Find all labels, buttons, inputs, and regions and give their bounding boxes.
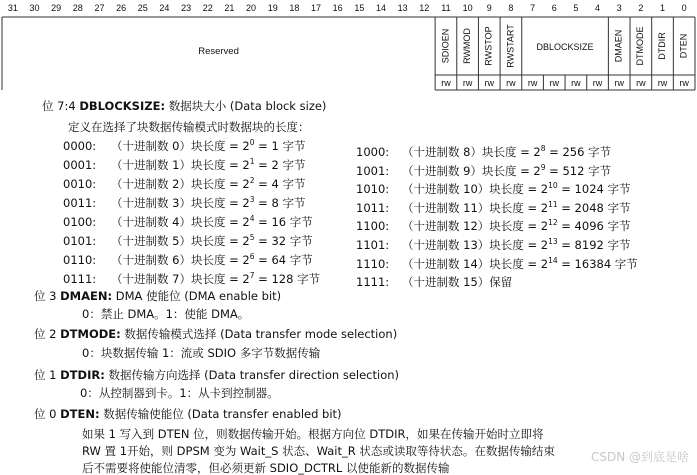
field-name: DTMODE: xyxy=(60,327,121,341)
field-description: 数据传输模式选择 (Data transfer mode selection) xyxy=(124,327,398,341)
dten-label: DTEN xyxy=(678,33,689,59)
dblocksize-right-entry xyxy=(356,219,630,233)
entry-description: （十进制数 4）块长度 = 2 xyxy=(111,215,250,229)
entry-code: 0110: xyxy=(63,253,97,267)
bit-number-4: 4 xyxy=(595,3,601,13)
entry-exponent: 8 xyxy=(540,144,546,153)
bit-number-13: 13 xyxy=(397,3,408,13)
entry-description: （十进制数 1）块长度 = 2 xyxy=(111,158,250,172)
bit-number-22: 22 xyxy=(202,3,213,13)
field-name: DTDIR: xyxy=(60,368,105,382)
rwmod-access: rw xyxy=(462,78,473,88)
dblocksize-right-entry xyxy=(356,201,630,215)
bit-number-6: 6 xyxy=(551,3,557,13)
entry-code: 1000: xyxy=(356,145,390,159)
dblocksize-left-entry xyxy=(63,215,313,229)
dten-line-2: RW 置 1开始，则 DPSM 变为 Wait_S 状态、Wait_R 状态或读取等待状态。在数据传输结束 xyxy=(82,444,555,458)
dblocksize-right-entry xyxy=(356,275,512,289)
dtmode-detail: 0：块数据传输 1：流或 SDIO 多字节数据传输 xyxy=(82,346,321,360)
bit-number-31: 31 xyxy=(7,3,18,13)
bit-number-12: 12 xyxy=(419,3,430,13)
sdioen-label: SDIOEN xyxy=(440,28,451,64)
dtdir-detail: 0：从控制器到卡。1：从卡到控制器。 xyxy=(80,386,279,400)
dblocksize-right-entry xyxy=(356,145,611,159)
entry-size: = 32 字节 xyxy=(254,234,313,248)
dten-access: rw xyxy=(679,78,689,88)
entry-code: 1011: xyxy=(356,200,390,215)
dmaen-label: DMAEN xyxy=(613,29,624,63)
entry-code: 0010: xyxy=(63,177,97,191)
entry-description: （十进制数 11）块长度 = 2 xyxy=(402,200,549,215)
bit-number-17: 17 xyxy=(311,3,322,13)
entry-code: 0101: xyxy=(63,234,97,248)
bit-number-25: 25 xyxy=(137,3,148,13)
entry-exponent: 7 xyxy=(249,271,255,280)
bit-number-7: 7 xyxy=(530,3,536,13)
dblocksize-right-entry xyxy=(356,182,630,196)
bit-number-0: 0 xyxy=(681,3,687,13)
entry-code: 1110: xyxy=(356,256,390,271)
bit-number-1: 1 xyxy=(660,3,666,13)
field-description: 数据块大小 (Data block size) xyxy=(168,99,327,113)
bit-number-14: 14 xyxy=(375,3,386,13)
bit-number-26: 26 xyxy=(116,3,127,13)
dblocksize-left-entry xyxy=(63,196,305,210)
entry-code: 1001: xyxy=(356,163,390,178)
field-name: DBLOCKSIZE: xyxy=(79,99,166,113)
entry-size: = 8192 字节 xyxy=(557,238,631,252)
entry-exponent: 11 xyxy=(548,199,558,209)
rwstop-label: RWSTOP xyxy=(483,26,494,66)
entry-description: （十进制数 6）块长度 = 2 xyxy=(111,253,250,267)
bit-number-8: 8 xyxy=(508,3,514,13)
dblocksize-right-entry xyxy=(356,257,638,271)
dtmode-label: DTMODE xyxy=(635,26,646,66)
entry-size: = 16 字节 xyxy=(254,215,313,229)
entry-size: = 128 字节 xyxy=(254,272,321,286)
entry-exponent: 9 xyxy=(540,162,546,172)
dtdir-label: DTDIR xyxy=(656,32,667,60)
entry-size: = 1 字节 xyxy=(254,139,306,153)
entry-exponent: 13 xyxy=(548,237,558,246)
entry-code: 1100: xyxy=(356,219,390,234)
bit-number-30: 30 xyxy=(29,3,40,13)
entry-description: （十进制数 15）保留 xyxy=(402,275,513,290)
entry-description: （十进制数 8）块长度 = 2 xyxy=(402,145,541,159)
bit-number-5: 5 xyxy=(573,3,579,13)
field-description: DMA 使能位 (DMA enable bit) xyxy=(115,289,282,303)
field-name: DMAEN: xyxy=(60,289,113,303)
bit-number-23: 23 xyxy=(181,3,192,13)
bit-number-9: 9 xyxy=(486,3,492,13)
entry-description: （十进制数 0）块长度 = 2 xyxy=(111,139,250,153)
dtdir-heading xyxy=(34,368,399,382)
bit-index: 位 3 xyxy=(34,289,57,303)
dten-line-3: 后不需要将使能位清零，但必须更新 SDIO_DCTRL 以使能新的数据传输 xyxy=(82,461,450,475)
dten-heading xyxy=(34,407,342,421)
dblocksize-right-entry xyxy=(356,164,611,178)
entry-size: = 2 字节 xyxy=(254,158,306,172)
entry-exponent: 10 xyxy=(548,181,558,191)
dblocksize-access: rw xyxy=(527,78,538,88)
entry-code: 0111: xyxy=(63,272,97,286)
bit-number-28: 28 xyxy=(72,3,83,13)
dmaen-detail: 0：禁止 DMA。1：使能 DMA。 xyxy=(82,307,250,321)
dblocksize-left-entry xyxy=(63,139,305,153)
entry-size: = 512 字节 xyxy=(545,163,612,178)
bit-number-15: 15 xyxy=(354,3,365,13)
bit-number-2: 2 xyxy=(638,3,644,13)
bit-number-18: 18 xyxy=(289,3,300,13)
entry-description: （十进制数 5）块长度 = 2 xyxy=(111,234,250,248)
bit-number-20: 20 xyxy=(246,3,257,13)
entry-code: 1111: xyxy=(356,275,390,290)
entry-size: = 8 字节 xyxy=(254,196,306,210)
entry-code: 0011: xyxy=(63,196,97,210)
bit-number-10: 10 xyxy=(462,3,473,13)
entry-exponent: 5 xyxy=(249,233,255,242)
entry-exponent: 4 xyxy=(249,214,255,223)
field-name: DTEN: xyxy=(60,407,100,421)
bit-number-24: 24 xyxy=(159,3,170,13)
entry-exponent: 12 xyxy=(548,218,558,228)
bit-index: 位 1 xyxy=(34,368,57,382)
entry-size: = 2048 字节 xyxy=(557,200,631,215)
entry-code: 0001: xyxy=(63,158,97,172)
dmaen-heading xyxy=(34,289,281,303)
dblocksize-access: rw xyxy=(549,78,559,88)
entry-description: （十进制数 13）块长度 = 2 xyxy=(402,238,549,252)
entry-size: = 4096 字节 xyxy=(557,219,631,234)
dblocksize-left-entry xyxy=(63,272,320,286)
bit-number-21: 21 xyxy=(224,3,235,13)
bit-number-27: 27 xyxy=(94,3,105,13)
rwstart-access: rw xyxy=(506,78,516,88)
entry-size: = 256 字节 xyxy=(545,145,612,159)
entry-code: 1101: xyxy=(356,238,390,252)
entry-description: （十进制数 10）块长度 = 2 xyxy=(402,182,549,197)
entry-description: （十进制数 7）块长度 = 2 xyxy=(111,272,250,286)
bit-number-19: 19 xyxy=(267,3,278,13)
dblocksize-left-entry xyxy=(63,234,313,248)
rwstop-access: rw xyxy=(484,78,495,88)
entry-exponent: 2 xyxy=(249,176,255,185)
reserved-label: Reserved xyxy=(198,46,239,57)
dblocksize-definition: 定义在选择了块数据传输模式时数据块的长度： xyxy=(68,120,310,134)
field-description: 数据传输使能位 (Data transfer enabled bit) xyxy=(103,407,342,421)
dblocksize-left-entry xyxy=(63,253,313,267)
dten-line-1: 如果 1 写入到 DTEN 位，则数据传输开始。根据方向位 DTDIR，如果在传输开始时立即将 xyxy=(82,427,544,441)
bit-number-29: 29 xyxy=(51,3,62,13)
dtmode-heading xyxy=(34,327,397,341)
entry-size: = 1024 字节 xyxy=(557,182,631,197)
rwmod-label: RWMOD xyxy=(461,28,472,64)
bit-index: 位 0 xyxy=(34,407,57,421)
entry-code: 1010: xyxy=(356,182,390,197)
sdioen-access: rw xyxy=(441,78,451,88)
dtdir-access: rw xyxy=(657,78,668,88)
dmaen-access: rw xyxy=(614,78,624,88)
dblocksize-left-entry xyxy=(63,158,305,172)
rwstart-label: RWSTART xyxy=(505,24,516,68)
entry-description: （十进制数 3）块长度 = 2 xyxy=(111,196,250,210)
entry-size: = 4 字节 xyxy=(254,177,306,191)
dblocksize-right-entry xyxy=(356,238,630,252)
bit-index: 位 2 xyxy=(34,327,57,341)
dblocksize-access: rw xyxy=(571,78,581,88)
field-description: 数据传输方向选择 (Data transfer direction selection) xyxy=(108,368,400,382)
watermark: CSDN @到底是啥 xyxy=(590,450,689,464)
entry-exponent: 0 xyxy=(249,138,255,147)
entry-description: （十进制数 14）块长度 = 2 xyxy=(402,256,549,271)
dtmode-access: rw xyxy=(636,78,646,88)
entry-size: = 16384 字节 xyxy=(557,256,638,271)
bit-number-11: 11 xyxy=(441,3,451,13)
bit-number-3: 3 xyxy=(616,3,622,13)
entry-description: （十进制数 9）块长度 = 2 xyxy=(402,163,541,178)
entry-code: 0000: xyxy=(63,139,97,153)
entry-exponent: 3 xyxy=(249,195,255,204)
entry-exponent: 1 xyxy=(249,157,255,166)
entry-code: 0100: xyxy=(63,215,97,229)
bit-range: 位 7:4 xyxy=(42,99,76,113)
entry-exponent: 6 xyxy=(249,252,255,261)
dblocksize-heading xyxy=(42,99,326,113)
dblocksize-label: DBLOCKSIZE xyxy=(536,42,594,52)
bit-number-16: 16 xyxy=(332,3,343,13)
dblocksize-access: rw xyxy=(592,78,603,88)
entry-size: = 64 字节 xyxy=(254,253,313,267)
dblocksize-left-entry xyxy=(63,177,305,191)
entry-exponent: 14 xyxy=(548,255,558,265)
entry-description: （十进制数 2）块长度 = 2 xyxy=(111,177,250,191)
entry-description: （十进制数 12）块长度 = 2 xyxy=(402,219,549,234)
